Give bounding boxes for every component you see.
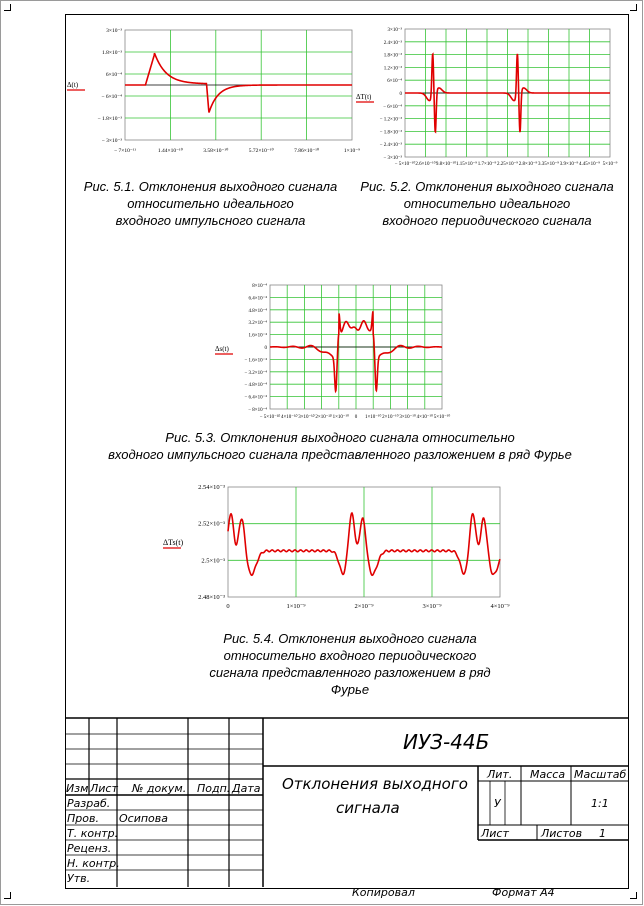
x-tick-label: 1×10⁻¹⁰	[364, 415, 382, 420]
y-tick-label: − 6×10⁻⁴	[101, 94, 122, 100]
y-tick-label: 0	[399, 92, 402, 97]
x-tick-label: 1.7×10⁻⁹	[477, 162, 497, 167]
y-tick-label: − 1.2×10⁻³	[379, 117, 402, 123]
y-tick-label: − 3×10⁻³	[101, 138, 122, 144]
row-utv: Утв.	[67, 872, 91, 885]
x-tick-label: 3×10⁻¹⁰	[399, 415, 416, 420]
footer-format: Формат А4	[492, 886, 555, 899]
caption-line: относительно идеального	[403, 196, 571, 211]
row-tkontr: Т. контр.	[67, 827, 119, 840]
x-tick-label: 1×10⁻⁹	[343, 148, 361, 154]
x-tick-label: 9.8×10⁻¹⁰	[435, 162, 457, 167]
y-axis-label: ΔTs(t)	[163, 538, 184, 547]
x-tick-label: 3.58×10⁻¹⁰	[203, 148, 229, 154]
y-tick-label: − 1.8×10⁻³	[97, 116, 122, 122]
x-tick-label: 4.45×10⁻⁹	[579, 162, 600, 167]
y-axis-label: ΔT(t)	[356, 93, 372, 101]
x-tick-label: 3×10⁻⁹	[422, 603, 442, 610]
row-recenz: Реценз.	[67, 842, 112, 855]
x-tick-label: 4×10⁻⁹	[490, 603, 510, 610]
y-tick-label: 2.5×10⁻³	[201, 557, 225, 565]
y-tick-label: 3×10⁻³	[387, 28, 402, 33]
y-tick-label: 6.4×10⁻⁴	[248, 296, 267, 302]
caption-line: относительно входного периодического	[223, 648, 477, 663]
x-tick-label: − 4×10⁻¹⁰	[276, 415, 298, 420]
x-tick-label: 0	[354, 415, 358, 420]
y-tick-label: − 4.8×10⁻⁴	[244, 383, 267, 389]
y-tick-label: 1.2×10⁻³	[383, 66, 402, 72]
x-tick-label: − 2×10⁻¹⁰	[311, 415, 332, 420]
x-tick-label: − 7×10⁻¹¹	[113, 148, 137, 154]
caption-line: входного периодического сигнала	[382, 213, 592, 228]
y-axis-label: Δ(t)	[67, 81, 79, 89]
y-tick-label: − 3×10⁻³	[383, 156, 402, 161]
y-tick-label: 2.54×10⁻³	[198, 484, 225, 491]
sheet-label: Лист	[481, 827, 509, 840]
y-tick-label: 8×10⁻⁴	[252, 284, 267, 289]
footer-copied: Копировал	[352, 886, 415, 899]
y-tick-label: − 1.8×10⁻³	[379, 130, 402, 136]
y-tick-label: − 6×10⁻⁴	[383, 104, 402, 110]
x-tick-label: 0	[226, 603, 230, 610]
y-tick-label: − 2.4×10⁻³	[379, 143, 402, 149]
sheets-value: 1	[599, 827, 606, 840]
caption-line: относительно идеального	[127, 196, 294, 211]
x-tick-label: 3.9×10⁻⁹	[559, 162, 579, 167]
row-razrab: Разраб.	[67, 797, 111, 810]
x-tick-label: 3.35×10⁻⁹	[538, 162, 559, 167]
y-tick-label: 2.52×10⁻³	[198, 520, 225, 528]
caption-line: Рис. 5.3. Отклонения выходного сигнала относительно	[165, 430, 515, 445]
x-tick-label: 1.44×10⁻¹⁰	[157, 148, 183, 154]
lit-value: У	[494, 797, 501, 810]
sheets-label: Листов	[541, 827, 583, 840]
y-tick-label: 6×10⁻⁴	[105, 72, 122, 78]
x-tick-label: 2.25×10⁻⁹	[497, 162, 518, 167]
caption-line: Рис. 5.1. Отклонения выходного сигнала	[83, 179, 338, 194]
checker-name: Осипова	[119, 812, 169, 825]
y-tick-label: 3.2×10⁻⁴	[248, 321, 267, 327]
y-tick-label: 1.6×10⁻⁴	[248, 333, 267, 339]
row-nkontr: Н. контр.	[67, 857, 120, 870]
mass-label: Масса	[530, 768, 566, 781]
caption-line: Рис. 5.2. Отклонения выходного сигнала	[360, 179, 614, 194]
y-tick-label: 1.8×10⁻³	[383, 53, 402, 59]
y-tick-label: 0	[264, 346, 267, 351]
scale-value: 1:1	[591, 797, 609, 810]
x-tick-label: 2×10⁻¹⁰	[382, 415, 399, 420]
y-tick-label: − 1.6×10⁻⁴	[244, 358, 267, 364]
x-tick-label: − 1×10⁻¹⁰	[328, 415, 350, 420]
y-tick-label: − 3.2×10⁻⁴	[244, 370, 267, 376]
x-tick-label: 1.15×10⁻⁹	[456, 162, 477, 167]
y-tick-label: 2.4×10⁻³	[383, 40, 402, 46]
x-tick-label: 7.86×10⁻¹⁰	[294, 148, 320, 154]
x-tick-label: 5.72×10⁻¹⁰	[248, 148, 274, 154]
y-tick-label: 3×10⁻³	[106, 28, 122, 34]
x-tick-label: 4×10⁻¹⁰	[416, 415, 434, 420]
header-list: Лист	[90, 782, 118, 795]
x-tick-label: 1×10⁻⁹	[286, 603, 306, 610]
y-tick-label: 6×10⁻⁴	[387, 79, 402, 85]
designation: ИУЗ-44Б	[403, 730, 490, 754]
x-tick-label: 2×10⁻⁹	[354, 603, 374, 610]
y-tick-label: − 6.4×10⁻⁴	[244, 395, 267, 401]
header-data: Дата	[232, 782, 261, 795]
scale-label: Масштаб	[574, 768, 627, 781]
header-podp: Подп.	[197, 782, 231, 795]
row-prov: Пров.	[67, 812, 99, 825]
header-doc: № докум.	[132, 782, 187, 795]
caption-line: Фурье	[330, 682, 370, 697]
x-tick-label: − 5×10⁻¹⁰	[394, 162, 416, 167]
caption-line: входного импульсного сигнала представленного разложением в ряд Фурье	[108, 447, 572, 462]
caption-line: Рис. 5.4. Отклонения выходного сигнала	[223, 631, 477, 646]
y-tick-label: 1.8×10⁻³	[101, 50, 122, 56]
x-tick-label: 5×10⁻⁹	[602, 162, 618, 167]
y-tick-label: − 8×10⁻⁴	[248, 408, 267, 413]
caption-line: входного импульсного сигнала	[115, 213, 306, 228]
caption-line: сигнала представленного разложением в ряд	[209, 665, 491, 680]
x-tick-label: 2.6×10⁻¹⁰	[415, 162, 436, 167]
x-tick-label: − 3×10⁻¹⁰	[294, 415, 315, 420]
y-axis-label: Δs(t)	[215, 345, 229, 353]
y-tick-label: 2.48×10⁻³	[198, 594, 225, 601]
lit-label: Лит.	[487, 768, 513, 781]
drawing-title-line: сигнала	[336, 799, 400, 817]
drawing-title-line: Отклонения выходного	[282, 775, 468, 793]
x-tick-label: − 5×10⁻¹⁰	[259, 415, 281, 420]
header-izm: Изм	[66, 782, 89, 795]
y-tick-label: 4.8×10⁻⁴	[248, 308, 267, 314]
x-tick-label: 5×10⁻¹⁰	[433, 415, 451, 420]
x-tick-label: 2.8×10⁻⁹	[518, 162, 538, 167]
